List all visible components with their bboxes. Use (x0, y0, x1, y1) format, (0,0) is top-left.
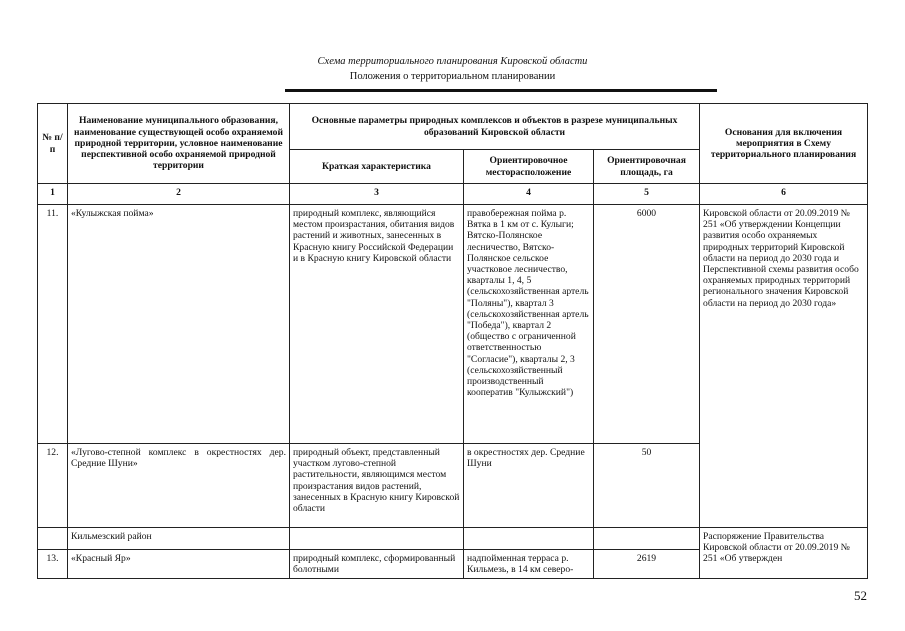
row-area: 6000 (594, 205, 700, 444)
row-number: 13. (38, 550, 68, 579)
header-basis: Основания для включения мероприятия в Схему территориального планирования (700, 104, 868, 184)
row-location: надпойменная терраса р. Кильмезь, в 14 км северо- (464, 550, 594, 579)
district-empty-cell (594, 528, 700, 550)
row-location: правобережная пойма р. Вятка в 1 км от с. Кулыги; Вятско-Полянское лесничество, Вятско-Полянское сельское участковое лесничество, кварталы 1, 4, 5 (сельскохозяйственная артель "Поляны"), квартал 3 (сельскохозяйственная артель "Победа"), квартал 2 (общество с ограниченной ответственностью "Согласие"), кварталы 2, 3 (сельскохозяйственный производственный кооператив "Кулыжский") (464, 205, 594, 444)
document-subtitle: Положения о территориальном планировании (349, 71, 556, 82)
column-number: 4 (464, 184, 594, 205)
page-number: 52 (854, 588, 867, 603)
row-basis: Кировской области от 20.09.2019 № 251 «Об утверждении Концепции развития особо охраняемых природных территорий Кировской области на период до 2030 года и Перспективной схемы развития особо охраняемых природных территорий регионального значения Кировской области на период до 2030 года» (700, 205, 868, 528)
header-num: № п/п (38, 104, 68, 184)
header-params-group: Основные параметры природных комплексов и объектов в разрезе муниципальных образований Кировской области (290, 104, 700, 150)
row-name: «Кулыжская пойма» (68, 205, 290, 444)
row-brief: природный комплекс, сформированный болотными (290, 550, 464, 579)
column-number: 5 (594, 184, 700, 205)
district-row (38, 528, 868, 550)
row-area: 50 (594, 444, 700, 528)
territorial-planning-table (37, 103, 868, 579)
header-name: Наименование муниципального образования, наименование существующей особо охраняемой природной территории, условное наименование перспективной особо охраняемой природной территории (68, 104, 290, 184)
header-location: Ориентировочное месторасположение (464, 150, 594, 184)
column-number: 6 (700, 184, 868, 205)
district-num-cell (38, 528, 68, 550)
row-brief: природный комплекс, являющийся местом произрастания, обитания видов растений и животных, занесенных в Красную книгу Российской Федерации и в Красную книгу Кировской области (290, 205, 464, 444)
row-location: в окрестностях дер. Средние Шуни (464, 444, 594, 528)
row-number: 12. (38, 444, 68, 528)
district-name: Кильмезский район (68, 528, 290, 550)
column-number: 2 (68, 184, 290, 205)
row-name: «Красный Яр» (68, 550, 290, 579)
document-title: Схема территориального планирования Кировской области (317, 56, 588, 67)
table-header-row (38, 104, 868, 150)
district-empty-cell (290, 528, 464, 550)
header-area: Ориентировочная площадь, га (594, 150, 700, 184)
row-basis: Распоряжение Правительства Кировской области от 20.09.2019 № 251 «Об утвержден (700, 528, 868, 579)
table-row (38, 205, 868, 444)
column-number: 1 (38, 184, 68, 205)
column-number: 3 (290, 184, 464, 205)
header-brief: Краткая характеристика (290, 150, 464, 184)
header-rule (285, 89, 717, 92)
district-empty-cell (464, 528, 594, 550)
row-name: «Лугово-степной комплекс в окрестностях дер. Средние Шуни» (68, 444, 290, 528)
row-brief: природный объект, представленный участком лугово-степной растительности, являющимся местом произрастания видов растений, занесенных в Красную книгу Кировской области (290, 444, 464, 528)
row-number: 11. (38, 205, 68, 444)
column-number-row (38, 184, 868, 205)
row-area: 2619 (594, 550, 700, 579)
